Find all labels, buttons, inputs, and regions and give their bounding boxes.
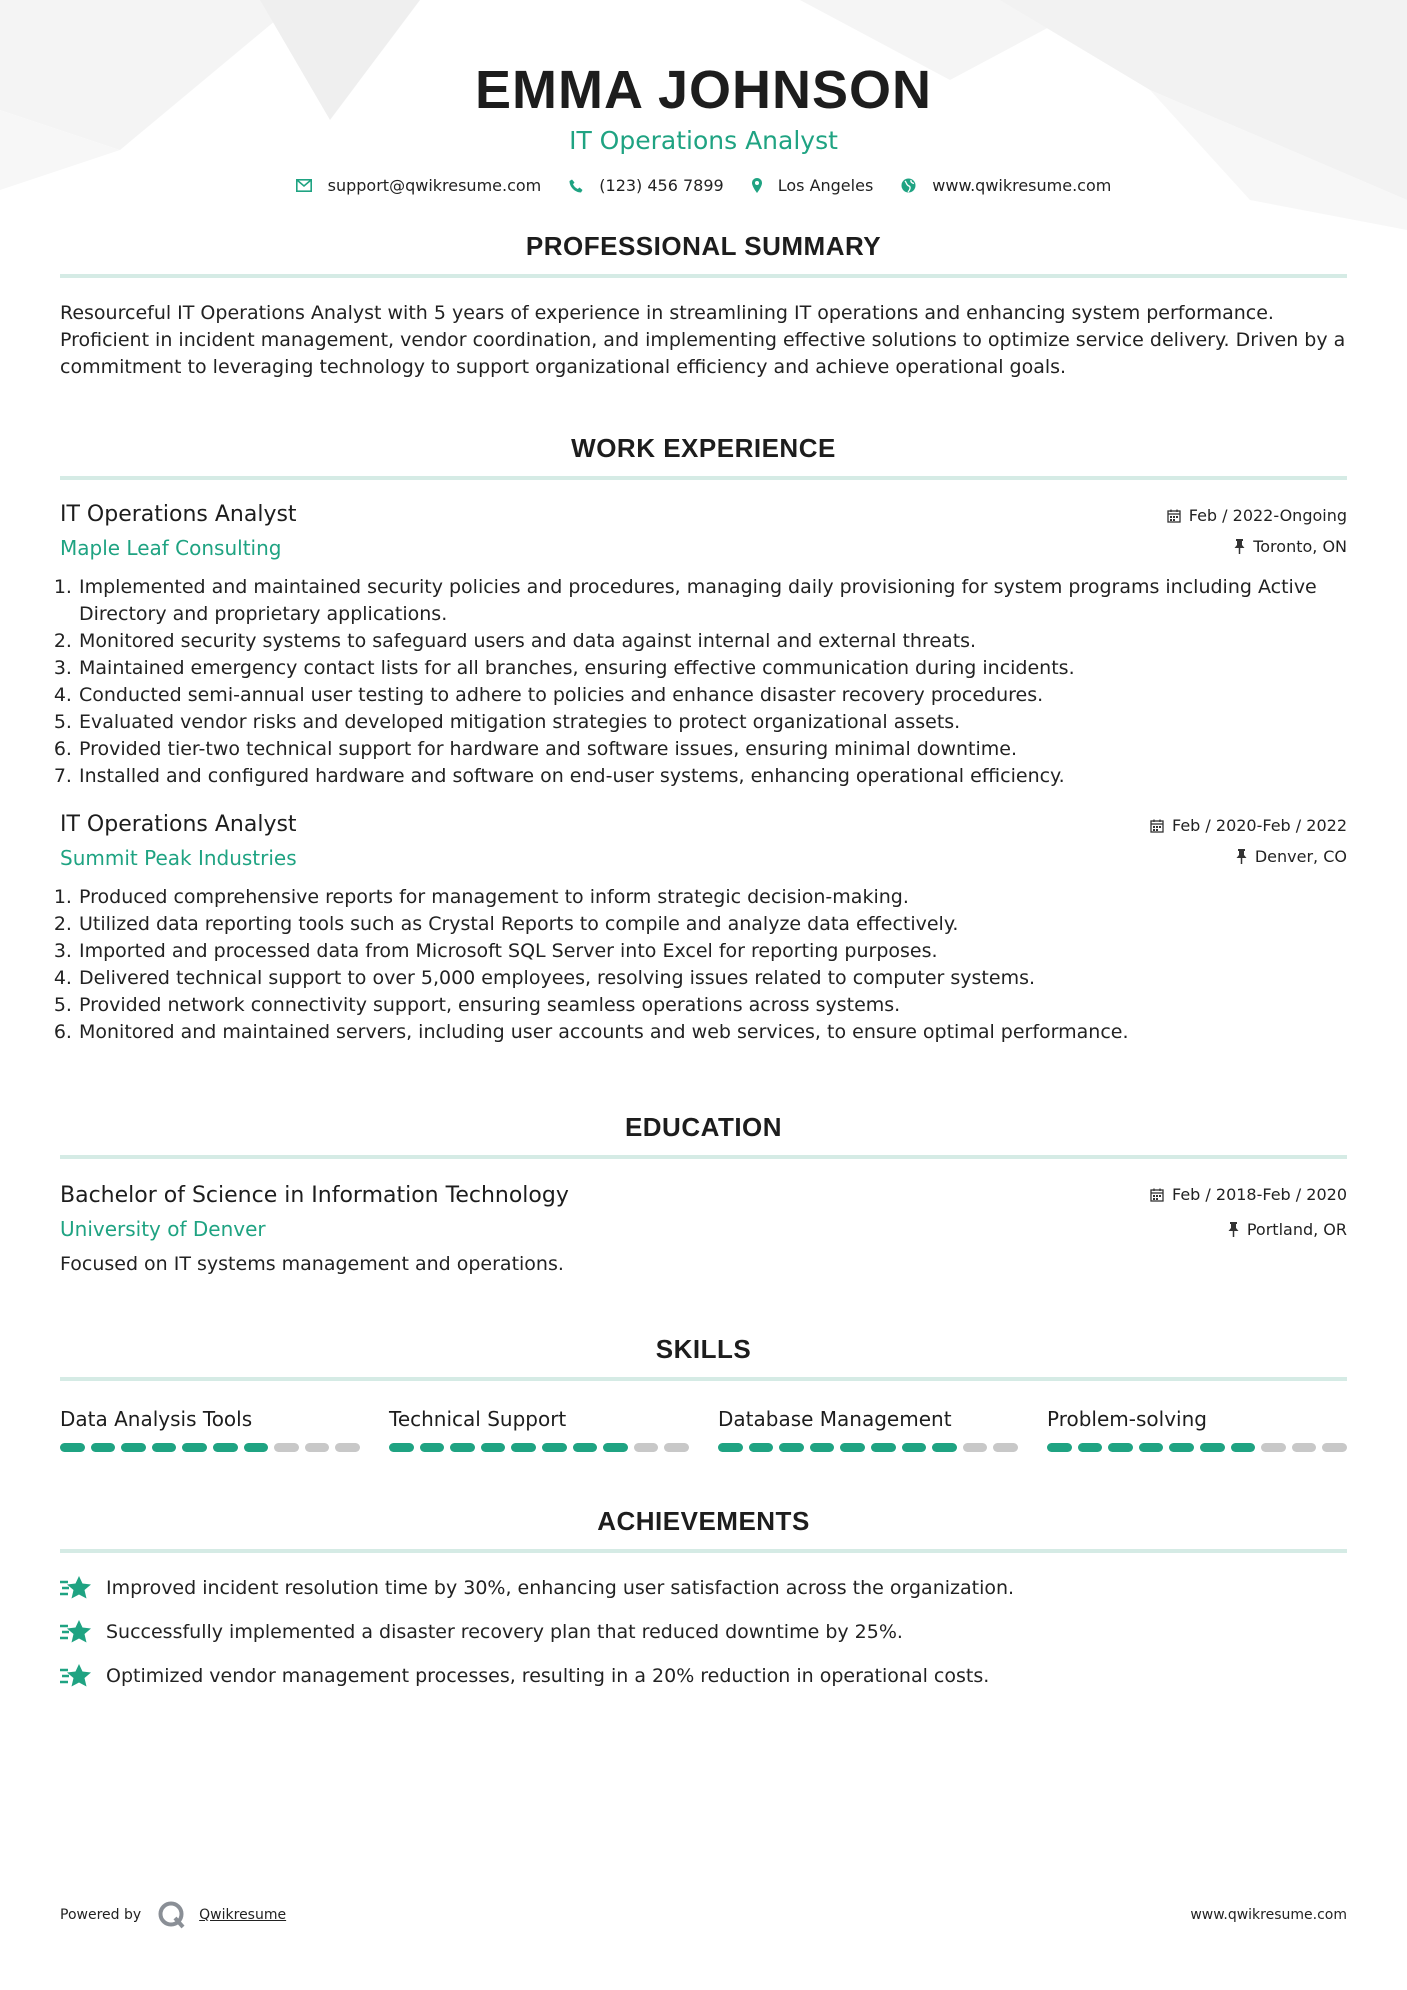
skill-name: Technical Support [389, 1407, 567, 1431]
skill-segment-empty [335, 1443, 360, 1452]
skill-segment-filled [481, 1443, 506, 1452]
contact-location [752, 176, 874, 195]
skill-segment-filled [779, 1443, 804, 1452]
skill-segment-filled [1231, 1443, 1256, 1452]
phone-icon [569, 179, 583, 193]
skill-segment-empty [1261, 1443, 1286, 1452]
skill-segment-filled [1108, 1443, 1133, 1452]
qwikresume-logo-icon [157, 1900, 187, 1930]
globe-icon [901, 178, 916, 193]
skill-segment-empty [993, 1443, 1018, 1452]
star-icon [60, 1663, 92, 1689]
experience-heading: WORK EXPERIENCE [571, 433, 836, 463]
skill-item [60, 1407, 360, 1452]
job-duty: 4. Conducted semi-annual user testing to adhere to policies and enhance disaster recovery procedures. [78, 682, 1347, 709]
skill-segment-filled [603, 1443, 628, 1452]
map-pin-icon [752, 178, 762, 193]
skill-name: Database Management [718, 1407, 952, 1431]
skill-segment-filled [91, 1443, 116, 1452]
job-duties [60, 574, 1347, 790]
education-date: Feb / 2018-Feb / 2020 [1172, 1185, 1347, 1204]
education-divider [60, 1155, 1347, 1159]
contact-email[interactable] [296, 176, 542, 195]
job-title: IT Operations Analyst [60, 502, 297, 527]
skills-divider [60, 1377, 1347, 1381]
job-duty: 6. Provided tier-two technical support for hardware and software issues, ensuring minimal downtime. [78, 736, 1347, 763]
achievement-item [60, 1575, 1347, 1601]
experience-section [60, 433, 1347, 1046]
skill-segment-empty [1322, 1443, 1347, 1452]
job-entry [60, 502, 1347, 790]
skill-segment-filled [810, 1443, 835, 1452]
skill-segment-filled [902, 1443, 927, 1452]
achievements-section [60, 1506, 1347, 1689]
candidate-name: EMMA JOHNSON [474, 60, 933, 120]
skill-segment-filled [511, 1443, 536, 1452]
skill-segment-filled [121, 1443, 146, 1452]
education-description: Focused on IT systems management and operations. [60, 1253, 564, 1275]
skill-segment-filled [840, 1443, 865, 1452]
job-duty: 2. Utilized data reporting tools such as Crystal Reports to compile and analyze data effectively. [78, 911, 1347, 938]
achievement-text: Successfully implemented a disaster recovery plan that reduced downtime by 25%. [106, 1621, 903, 1643]
job-duty: 3. Maintained emergency contact lists for all branches, ensuring effective communication during incidents. [78, 655, 1347, 682]
achievement-text: Improved incident resolution time by 30%, enhancing user satisfaction across the organization. [106, 1577, 1015, 1599]
skill-item [1047, 1407, 1347, 1452]
star-icon [60, 1575, 92, 1601]
skill-segment-filled [718, 1443, 743, 1452]
footer-website[interactable]: www.qwikresume.com [1190, 1907, 1347, 1923]
contact-website-text: www.qwikresume.com [932, 176, 1112, 195]
skill-name: Data Analysis Tools [60, 1407, 253, 1431]
calendar-icon [1167, 509, 1181, 523]
skill-segment-empty [634, 1443, 659, 1452]
job-duty: 4. Delivered technical support to over 5,000 employees, resolving issues related to computer systems. [78, 965, 1347, 992]
envelope-icon [296, 179, 312, 192]
skill-level-bar [389, 1443, 689, 1452]
footer [60, 1900, 1347, 1930]
skill-segment-filled [213, 1443, 238, 1452]
skills-list [60, 1407, 1347, 1452]
achievements-divider [60, 1549, 1347, 1553]
pushpin-icon [1228, 1222, 1239, 1237]
job-company: Maple Leaf Consulting [60, 536, 282, 560]
skill-segment-empty [1292, 1443, 1317, 1452]
job-duty: 1. Implemented and maintained security policies and procedures, managing daily provisioning for system programs including Active Directory and proprietary applications. [78, 574, 1347, 628]
contact-phone-text: (123) 456 7899 [599, 176, 724, 195]
job-duty: 1. Produced comprehensive reports for management to inform strategic decision-making. [78, 884, 1347, 911]
job-date: Feb / 2022-Ongoing [1188, 506, 1347, 525]
star-icon [60, 1619, 92, 1645]
skill-segment-filled [871, 1443, 896, 1452]
job-duty: 3. Imported and processed data from Microsoft SQL Server into Excel for reporting purposes. [78, 938, 1347, 965]
skill-segment-filled [389, 1443, 414, 1452]
job-location: Denver, CO [1254, 847, 1347, 866]
skill-segment-filled [450, 1443, 475, 1452]
skill-level-bar [60, 1443, 360, 1452]
skill-segment-empty [664, 1443, 689, 1452]
education-location: Portland, OR [1246, 1220, 1347, 1239]
skill-segment-filled [420, 1443, 445, 1452]
skill-level-bar [718, 1443, 1018, 1452]
skill-level-bar [1047, 1443, 1347, 1452]
job-title: IT Operations Analyst [60, 812, 297, 837]
qwikresume-link[interactable]: Qwikresume [199, 1907, 287, 1923]
skill-segment-filled [1200, 1443, 1225, 1452]
achievements-heading: ACHIEVEMENTS [597, 1506, 810, 1536]
job-duty: 5. Evaluated vendor risks and developed mitigation strategies to protect organizational assets. [78, 709, 1347, 736]
skill-segment-filled [1047, 1443, 1072, 1452]
candidate-role: IT Operations Analyst [569, 126, 838, 155]
job-duty: 5. Provided network connectivity support, ensuring seamless operations across systems. [78, 992, 1347, 1019]
job-date: Feb / 2020-Feb / 2022 [1172, 816, 1347, 835]
education-heading: EDUCATION [624, 1112, 783, 1142]
pushpin-icon [1234, 539, 1245, 554]
skill-segment-filled [749, 1443, 774, 1452]
skill-segment-filled [1139, 1443, 1164, 1452]
skill-segment-filled [542, 1443, 567, 1452]
skill-segment-filled [1169, 1443, 1194, 1452]
skill-segment-filled [573, 1443, 598, 1452]
job-duty: 7. Installed and configured hardware and software on end-user systems, enhancing operational efficiency. [78, 763, 1347, 790]
contact-email-text: support@qwikresume.com [327, 176, 542, 195]
skill-segment-filled [182, 1443, 207, 1452]
summary-heading: PROFESSIONAL SUMMARY [525, 231, 882, 261]
job-company: Summit Peak Industries [60, 846, 297, 870]
job-location: Toronto, ON [1253, 537, 1347, 556]
summary-section [60, 231, 1347, 381]
education-degree: Bachelor of Science in Information Technology [60, 1183, 569, 1208]
contact-website[interactable] [901, 176, 1111, 195]
skills-heading: SKILLS [655, 1334, 752, 1364]
job-duty: 2. Monitored security systems to safeguard users and data against internal and external threats. [78, 628, 1347, 655]
skills-section [60, 1334, 1347, 1452]
job-entry [60, 812, 1347, 1046]
summary-text: Resourceful IT Operations Analyst with 5 years of experience in streamlining IT operations and enhancing system performance. Proficient in incident management, vendor coordination, and implementing effective solutions to optimize service delivery. Driven by a commitment to leveraging technology to support organizational efficiency and achieve operational goals. [60, 302, 1346, 378]
skill-segment-empty [963, 1443, 988, 1452]
skill-segment-filled [60, 1443, 85, 1452]
summary-divider [60, 274, 1347, 278]
pushpin-icon [1236, 849, 1247, 864]
job-duty: 6. Monitored and maintained servers, including user accounts and web services, to ensure optimal performance. [78, 1019, 1347, 1046]
skill-segment-filled [244, 1443, 269, 1452]
education-school: University of Denver [60, 1217, 266, 1241]
skill-segment-filled [152, 1443, 177, 1452]
experience-divider [60, 476, 1347, 480]
education-section [60, 1112, 1347, 1278]
job-duties [60, 884, 1347, 1046]
contact-bar [60, 176, 1347, 195]
contact-phone[interactable] [569, 176, 723, 195]
skill-segment-empty [305, 1443, 330, 1452]
skill-item [389, 1407, 689, 1452]
powered-by-label: Powered by [60, 1907, 142, 1923]
contact-location-text: Los Angeles [777, 176, 874, 195]
skill-segment-filled [932, 1443, 957, 1452]
achievement-item [60, 1663, 1347, 1689]
skill-name: Problem-solving [1047, 1407, 1207, 1431]
achievement-item [60, 1619, 1347, 1645]
skill-segment-empty [274, 1443, 299, 1452]
calendar-icon [1150, 819, 1164, 833]
skill-segment-filled [1078, 1443, 1103, 1452]
achievement-text: Optimized vendor management processes, resulting in a 20% reduction in operational costs. [106, 1665, 990, 1687]
calendar-icon [1150, 1188, 1164, 1202]
skill-item [718, 1407, 1018, 1452]
